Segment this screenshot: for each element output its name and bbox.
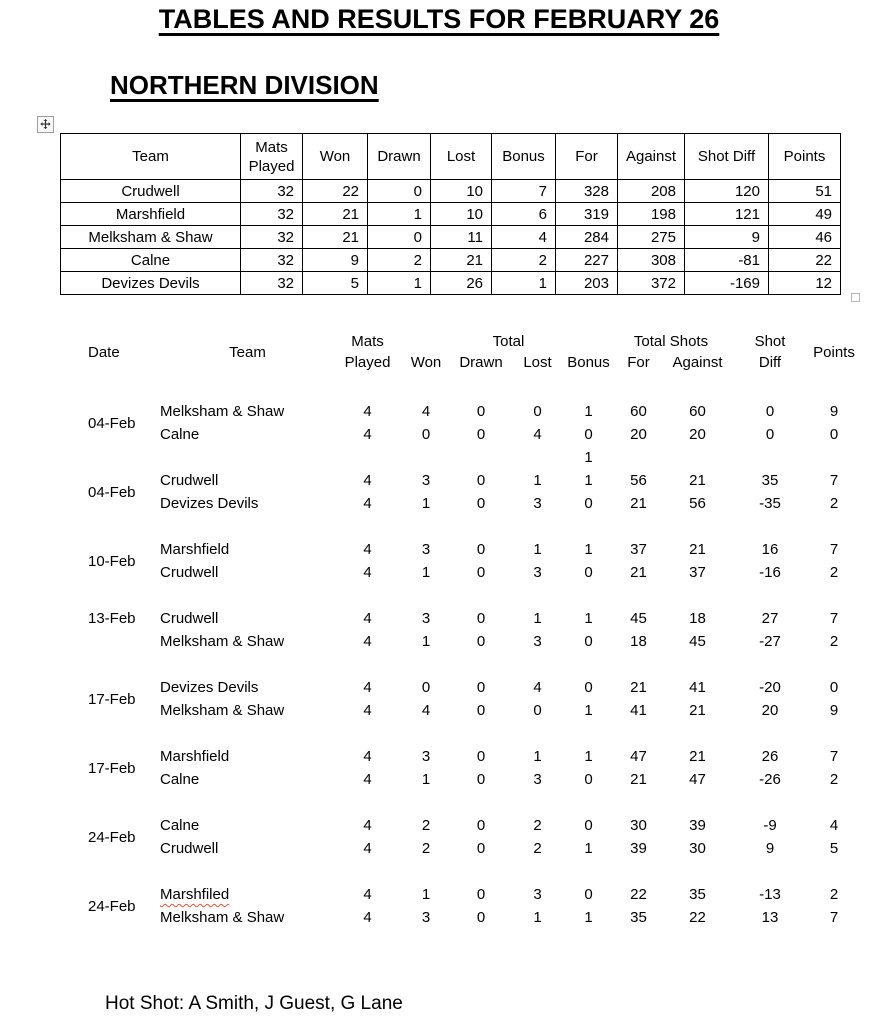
stat-against: 20 bbox=[689, 426, 706, 443]
stat-mats: 4 bbox=[363, 702, 372, 719]
stat-for: 45 bbox=[630, 610, 647, 627]
stat-lost: 4 bbox=[533, 426, 542, 443]
stat-for: 39 bbox=[630, 840, 647, 857]
stat-points: 7 bbox=[829, 748, 839, 765]
stat-points: 4 bbox=[829, 817, 839, 834]
team-cell bbox=[160, 630, 335, 653]
stat-points: 2 bbox=[829, 771, 839, 788]
col-header-won: Won bbox=[303, 134, 368, 180]
stat-cell: -169 bbox=[685, 272, 769, 295]
stat-bonus: 1 bbox=[584, 403, 593, 420]
col-header-total-shots: Total Shots bbox=[633, 333, 709, 350]
stat-drawn: 0 bbox=[476, 610, 486, 627]
stat-bonus: 0 bbox=[584, 817, 593, 834]
stat-against: 18 bbox=[689, 610, 706, 627]
stat-diff: -20 bbox=[759, 679, 781, 696]
stat-against: 45 bbox=[689, 633, 706, 650]
team-cell bbox=[160, 814, 335, 837]
row-spacer bbox=[60, 653, 858, 676]
stat-mats: 4 bbox=[363, 564, 372, 581]
stat-points: 2 bbox=[829, 495, 839, 512]
match-block bbox=[60, 538, 858, 584]
col-header-total: Total bbox=[492, 333, 525, 350]
team-name: Melksham & Shaw bbox=[160, 633, 285, 650]
stat-lost: 1 bbox=[533, 610, 542, 627]
stat-mats: 4 bbox=[363, 748, 372, 765]
stat-bonus: 0 bbox=[584, 426, 593, 443]
col-header-for: For bbox=[556, 134, 618, 180]
col-header-mats: Mats Played bbox=[241, 134, 303, 180]
match-block bbox=[60, 607, 858, 653]
stat-drawn: 0 bbox=[476, 840, 486, 857]
row-spacer bbox=[60, 584, 858, 607]
stat-bonus: 1 bbox=[584, 748, 593, 765]
stat-mats: 4 bbox=[363, 426, 372, 443]
stat-lost: 1 bbox=[533, 909, 542, 926]
stat-drawn: 0 bbox=[476, 679, 486, 696]
stat-cell: 328 bbox=[556, 180, 618, 203]
col-header-team: Team bbox=[229, 343, 266, 361]
stat-cell: 32 bbox=[241, 226, 303, 249]
col-header-lost: Lost bbox=[523, 354, 552, 371]
stat-cell: 46 bbox=[769, 226, 841, 249]
league-table bbox=[60, 133, 841, 295]
stat-points: 2 bbox=[829, 886, 839, 903]
stat-bonus: 1 bbox=[584, 840, 593, 857]
stat-drawn: 0 bbox=[476, 564, 486, 581]
stat-for: 21 bbox=[630, 495, 647, 512]
team-cell bbox=[160, 400, 335, 423]
stat-cell: 2 bbox=[492, 249, 556, 272]
stat-mats: 4 bbox=[363, 610, 372, 627]
stat-points: 2 bbox=[829, 564, 839, 581]
stat-points: 9 bbox=[829, 403, 839, 420]
stat-won: 1 bbox=[421, 633, 431, 650]
stat-bonus: 0 bbox=[584, 633, 593, 650]
table-row bbox=[61, 249, 841, 272]
stat-points: 9 bbox=[829, 702, 839, 719]
stat-points: 7 bbox=[829, 909, 839, 926]
table-row bbox=[61, 226, 841, 249]
league-table-body bbox=[61, 180, 841, 295]
table-row bbox=[61, 180, 841, 203]
stat-won: 3 bbox=[421, 472, 431, 489]
stat-won: 1 bbox=[421, 771, 431, 788]
stat-bonus: 1 bbox=[584, 702, 593, 719]
stat-cell: 21 bbox=[431, 249, 492, 272]
col-header-against: Against bbox=[618, 134, 685, 180]
row-spacer bbox=[60, 860, 858, 883]
stat-cell: 22 bbox=[769, 249, 841, 272]
stat-against: 30 bbox=[689, 840, 706, 857]
row-spacer bbox=[60, 722, 858, 745]
stat-diff: -13 bbox=[759, 886, 781, 903]
team-name: Crudwell bbox=[160, 840, 219, 857]
stat-for: 60 bbox=[630, 403, 647, 420]
team-name: Melksham & Shaw bbox=[61, 226, 241, 249]
col-header-points: Points bbox=[813, 343, 855, 361]
stat-drawn: 0 bbox=[476, 472, 486, 489]
col-header-mats-line1: Mats bbox=[351, 333, 384, 350]
stat-cell: 21 bbox=[303, 226, 368, 249]
stat-for: 21 bbox=[630, 679, 647, 696]
match-date: 04-Feb bbox=[88, 414, 136, 432]
stat-cell: 308 bbox=[618, 249, 685, 272]
stat-drawn: 0 bbox=[476, 748, 486, 765]
team-name: Marshfield bbox=[160, 541, 230, 558]
team-name: Melksham & Shaw bbox=[160, 403, 285, 420]
team-cell bbox=[160, 837, 335, 860]
stat-against: 21 bbox=[689, 748, 706, 765]
stat-for: 22 bbox=[630, 886, 647, 903]
stat-diff: 20 bbox=[761, 702, 779, 719]
stat-cell: 7 bbox=[492, 180, 556, 203]
stat-mats: 4 bbox=[363, 840, 372, 857]
stat-for: 35 bbox=[630, 909, 647, 926]
stat-cell: 203 bbox=[556, 272, 618, 295]
stat-drawn: 0 bbox=[476, 495, 486, 512]
stat-won: 3 bbox=[421, 610, 431, 627]
team-name: Devizes Devils bbox=[61, 272, 241, 295]
stat-won: 1 bbox=[421, 886, 431, 903]
stat-cell: 21 bbox=[303, 203, 368, 226]
stat-mats: 4 bbox=[363, 495, 372, 512]
stat-points: 5 bbox=[829, 840, 839, 857]
stat-cell: 32 bbox=[241, 272, 303, 295]
team-cell bbox=[160, 676, 335, 699]
table-row bbox=[61, 203, 841, 226]
stat-against: 21 bbox=[689, 702, 706, 719]
stat-against: 39 bbox=[689, 817, 706, 834]
stat-cell: 227 bbox=[556, 249, 618, 272]
col-header-drawn: Drawn bbox=[459, 354, 503, 371]
stat-cell: 6 bbox=[492, 203, 556, 226]
team-name: Melksham & Shaw bbox=[160, 702, 285, 719]
stat-cell: 32 bbox=[241, 203, 303, 226]
stat-cell: 208 bbox=[618, 180, 685, 203]
stat-bonus: 0 bbox=[584, 679, 593, 696]
stat-cell: 1 bbox=[368, 272, 431, 295]
col-header-shot-line1: Shot bbox=[754, 333, 786, 350]
team-name: Crudwell bbox=[160, 564, 219, 581]
team-name: Melksham & Shaw bbox=[160, 909, 285, 926]
team-cell bbox=[160, 768, 335, 791]
stat-cell: 0 bbox=[368, 180, 431, 203]
team-name: Marshfield bbox=[160, 748, 230, 765]
stat-bonus: 1 bbox=[584, 909, 593, 926]
stat-mats: 4 bbox=[363, 633, 372, 650]
stat-lost: 3 bbox=[533, 495, 542, 512]
stat-against: 41 bbox=[689, 679, 706, 696]
stat-points: 7 bbox=[829, 541, 839, 558]
col-header-for: For bbox=[627, 354, 650, 371]
stat-cell: 9 bbox=[685, 226, 769, 249]
stat-won: 3 bbox=[421, 748, 431, 765]
col-header-bonus: Bonus bbox=[567, 354, 610, 371]
stat-cell: -81 bbox=[685, 249, 769, 272]
stat-bonus: 0 bbox=[584, 564, 593, 581]
team-cell bbox=[160, 607, 335, 630]
stat-bonus: 0 bbox=[584, 886, 593, 903]
team-cell bbox=[160, 883, 335, 906]
match-date: 17-Feb bbox=[88, 690, 136, 708]
stat-diff: -16 bbox=[759, 564, 781, 581]
stat-cell: 9 bbox=[303, 249, 368, 272]
stat-cell: 284 bbox=[556, 226, 618, 249]
stat-lost: 4 bbox=[533, 679, 542, 696]
team-name: Devizes Devils bbox=[160, 495, 259, 512]
match-block bbox=[60, 814, 858, 860]
team-cell bbox=[160, 423, 335, 446]
col-header-shot-line2: Diff bbox=[758, 354, 782, 371]
stat-mats: 4 bbox=[363, 909, 372, 926]
stat-diff: 26 bbox=[761, 748, 779, 765]
stat-lost: 1 bbox=[533, 472, 542, 489]
stat-against: 22 bbox=[689, 909, 706, 926]
stat-drawn: 0 bbox=[476, 886, 486, 903]
stat-drawn: 0 bbox=[476, 817, 486, 834]
stat-cell: 12 bbox=[769, 272, 841, 295]
stat-cell: 10 bbox=[431, 203, 492, 226]
four-way-arrow-icon bbox=[40, 119, 51, 130]
stat-won: 1 bbox=[421, 564, 431, 581]
stat-won: 0 bbox=[421, 426, 431, 443]
stat-mats: 4 bbox=[363, 817, 372, 834]
stat-points: 2 bbox=[829, 633, 839, 650]
stat-for: 37 bbox=[630, 541, 647, 558]
team-name: Calne bbox=[61, 249, 241, 272]
stat-diff: -35 bbox=[759, 495, 781, 512]
stat-cell: 49 bbox=[769, 203, 841, 226]
stat-diff: 16 bbox=[761, 541, 779, 558]
stat-cell: 121 bbox=[685, 203, 769, 226]
stat-against: 21 bbox=[689, 472, 706, 489]
page-title: TABLES AND RESULTS FOR FEBRUARY 26 bbox=[158, 4, 720, 34]
stat-mats: 4 bbox=[363, 771, 372, 788]
stat-cell: 5 bbox=[303, 272, 368, 295]
match-date: 04-Feb bbox=[88, 483, 136, 501]
match-date: 13-Feb bbox=[88, 610, 136, 627]
stat-won: 0 bbox=[421, 679, 431, 696]
stat-bonus: 0 bbox=[584, 771, 593, 788]
table-move-handle-icon[interactable] bbox=[37, 116, 54, 133]
stat-diff: -27 bbox=[759, 633, 781, 650]
stat-lost: 2 bbox=[533, 840, 542, 857]
stat-lost: 3 bbox=[533, 564, 542, 581]
stat-lost: 3 bbox=[533, 771, 542, 788]
stat-won: 2 bbox=[421, 840, 431, 857]
stat-for: 21 bbox=[630, 564, 647, 581]
stat-won: 4 bbox=[421, 403, 431, 420]
stat-cell: 2 bbox=[368, 249, 431, 272]
stat-points: 7 bbox=[829, 472, 839, 489]
team-cell bbox=[160, 469, 335, 492]
match-block bbox=[60, 469, 858, 515]
team-name: Calne bbox=[160, 426, 200, 443]
stat-diff: 13 bbox=[761, 909, 779, 926]
col-header-bonus: Bonus bbox=[492, 134, 556, 180]
stat-cell: 22 bbox=[303, 180, 368, 203]
stat-for: 30 bbox=[630, 817, 647, 834]
col-header-points: Points bbox=[769, 134, 841, 180]
match-date: 10-Feb bbox=[88, 552, 136, 570]
match-date: 24-Feb bbox=[88, 828, 136, 846]
results-section bbox=[60, 331, 858, 929]
stat-cell: 319 bbox=[556, 203, 618, 226]
stat-drawn: 0 bbox=[476, 633, 486, 650]
row-spacer bbox=[60, 791, 858, 814]
match-block bbox=[60, 676, 858, 722]
hot-shot-note: Hot Shot: A Smith, J Guest, G Lane bbox=[105, 993, 403, 1014]
team-cell bbox=[160, 538, 335, 561]
stat-diff: 27 bbox=[761, 610, 779, 627]
stat-lost: 3 bbox=[533, 886, 542, 903]
stat-for: 41 bbox=[630, 702, 647, 719]
stat-diff: -9 bbox=[763, 817, 777, 834]
col-header-team: Team bbox=[61, 134, 241, 180]
stat-cell: 0 bbox=[368, 226, 431, 249]
team-name: Crudwell bbox=[61, 180, 241, 203]
stat-cell: 10 bbox=[431, 180, 492, 203]
stat-against: 21 bbox=[689, 541, 706, 558]
stat-won: 3 bbox=[421, 541, 431, 558]
table-resize-handle[interactable] bbox=[851, 293, 860, 302]
row-spacer bbox=[60, 515, 858, 538]
col-header-shot-diff: Shot Diff bbox=[685, 134, 769, 180]
stat-cell: 11 bbox=[431, 226, 492, 249]
match-block bbox=[60, 883, 858, 929]
stat-cell: 51 bbox=[769, 180, 841, 203]
stat-cell: 32 bbox=[241, 180, 303, 203]
stat-won: 2 bbox=[421, 817, 431, 834]
stat-cell: 1 bbox=[492, 272, 556, 295]
stat-mats: 4 bbox=[363, 403, 372, 420]
stat-lost: 2 bbox=[533, 817, 542, 834]
team-name: Crudwell bbox=[160, 472, 219, 489]
stat-diff: 9 bbox=[765, 840, 775, 857]
stat-for: 18 bbox=[630, 633, 647, 650]
stat-points: 0 bbox=[829, 679, 839, 696]
stat-against: 56 bbox=[689, 495, 706, 512]
col-header-drawn: Drawn bbox=[368, 134, 431, 180]
stat-drawn: 0 bbox=[476, 426, 486, 443]
stat-cell: 275 bbox=[618, 226, 685, 249]
team-cell bbox=[160, 699, 335, 722]
stat-cell: 4 bbox=[492, 226, 556, 249]
stat-won: 1 bbox=[421, 495, 431, 512]
stat-lost: 0 bbox=[533, 702, 542, 719]
stat-mats: 4 bbox=[363, 886, 372, 903]
results-rows bbox=[60, 400, 858, 929]
table-row bbox=[61, 272, 841, 295]
stat-bonus: 1 bbox=[584, 541, 593, 558]
stat-cell: 198 bbox=[618, 203, 685, 226]
stat-for: 56 bbox=[630, 472, 647, 489]
col-header-against: Against bbox=[672, 354, 723, 371]
team-name: Marshfield bbox=[61, 203, 241, 226]
stat-for: 21 bbox=[630, 771, 647, 788]
stat-mats: 4 bbox=[363, 472, 372, 489]
stat-for: 47 bbox=[630, 748, 647, 765]
team-name: Calne bbox=[160, 817, 200, 834]
stat-drawn: 0 bbox=[476, 702, 486, 719]
stat-cell: 120 bbox=[685, 180, 769, 203]
team-name: Calne bbox=[160, 771, 200, 788]
stat-bonus: 1 bbox=[584, 610, 593, 627]
stat-cell: 1 bbox=[368, 203, 431, 226]
stat-cell: 26 bbox=[431, 272, 492, 295]
col-header-won: Won bbox=[410, 354, 442, 371]
stat-won: 4 bbox=[421, 702, 431, 719]
stat-bonus: 0 bbox=[584, 495, 593, 512]
stat-against: 47 bbox=[689, 771, 706, 788]
stat-mats: 4 bbox=[363, 679, 372, 696]
stray-bonus-row bbox=[60, 446, 858, 469]
stat-mats: 4 bbox=[363, 541, 372, 558]
stat-diff: -26 bbox=[759, 771, 781, 788]
stat-drawn: 0 bbox=[476, 403, 486, 420]
stat-against: 60 bbox=[689, 403, 706, 420]
stat-drawn: 0 bbox=[476, 771, 486, 788]
team-cell bbox=[160, 561, 335, 584]
stat-lost: 1 bbox=[533, 541, 542, 558]
stat-against: 37 bbox=[689, 564, 706, 581]
match-date: 24-Feb bbox=[88, 897, 136, 915]
stat-diff: 0 bbox=[765, 403, 775, 420]
section-title: NORTHERN DIVISION bbox=[110, 70, 379, 100]
team-cell bbox=[160, 492, 335, 515]
col-header-mats-line2: Played bbox=[344, 354, 391, 371]
team-name: Marshfiled bbox=[160, 886, 230, 903]
stat-lost: 1 bbox=[533, 748, 542, 765]
stat-lost: 0 bbox=[533, 403, 542, 420]
stat-diff: 35 bbox=[761, 472, 779, 489]
team-name: Crudwell bbox=[160, 610, 219, 627]
stat-won: 3 bbox=[421, 909, 431, 926]
stat-diff: 0 bbox=[765, 426, 775, 443]
match-date: 17-Feb bbox=[88, 759, 136, 777]
col-header-date: Date bbox=[88, 343, 120, 361]
section-title-wrap bbox=[0, 35, 878, 100]
match-block bbox=[60, 745, 858, 791]
stat-against: 35 bbox=[689, 886, 706, 903]
stat-drawn: 0 bbox=[476, 541, 486, 558]
stray-bonus-value: 1 bbox=[584, 449, 593, 466]
match-block bbox=[60, 400, 858, 446]
stat-bonus: 1 bbox=[584, 472, 593, 489]
league-header-row bbox=[61, 134, 841, 180]
team-name: Devizes Devils bbox=[160, 679, 259, 696]
stat-cell: 32 bbox=[241, 249, 303, 272]
stat-lost: 3 bbox=[533, 633, 542, 650]
team-cell bbox=[160, 906, 335, 929]
results-header bbox=[60, 331, 858, 373]
stat-points: 7 bbox=[829, 610, 839, 627]
stat-for: 20 bbox=[630, 426, 647, 443]
team-cell bbox=[160, 745, 335, 768]
stat-cell: 372 bbox=[618, 272, 685, 295]
stat-points: 0 bbox=[829, 426, 839, 443]
stat-drawn: 0 bbox=[476, 909, 486, 926]
col-header-lost: Lost bbox=[431, 134, 492, 180]
